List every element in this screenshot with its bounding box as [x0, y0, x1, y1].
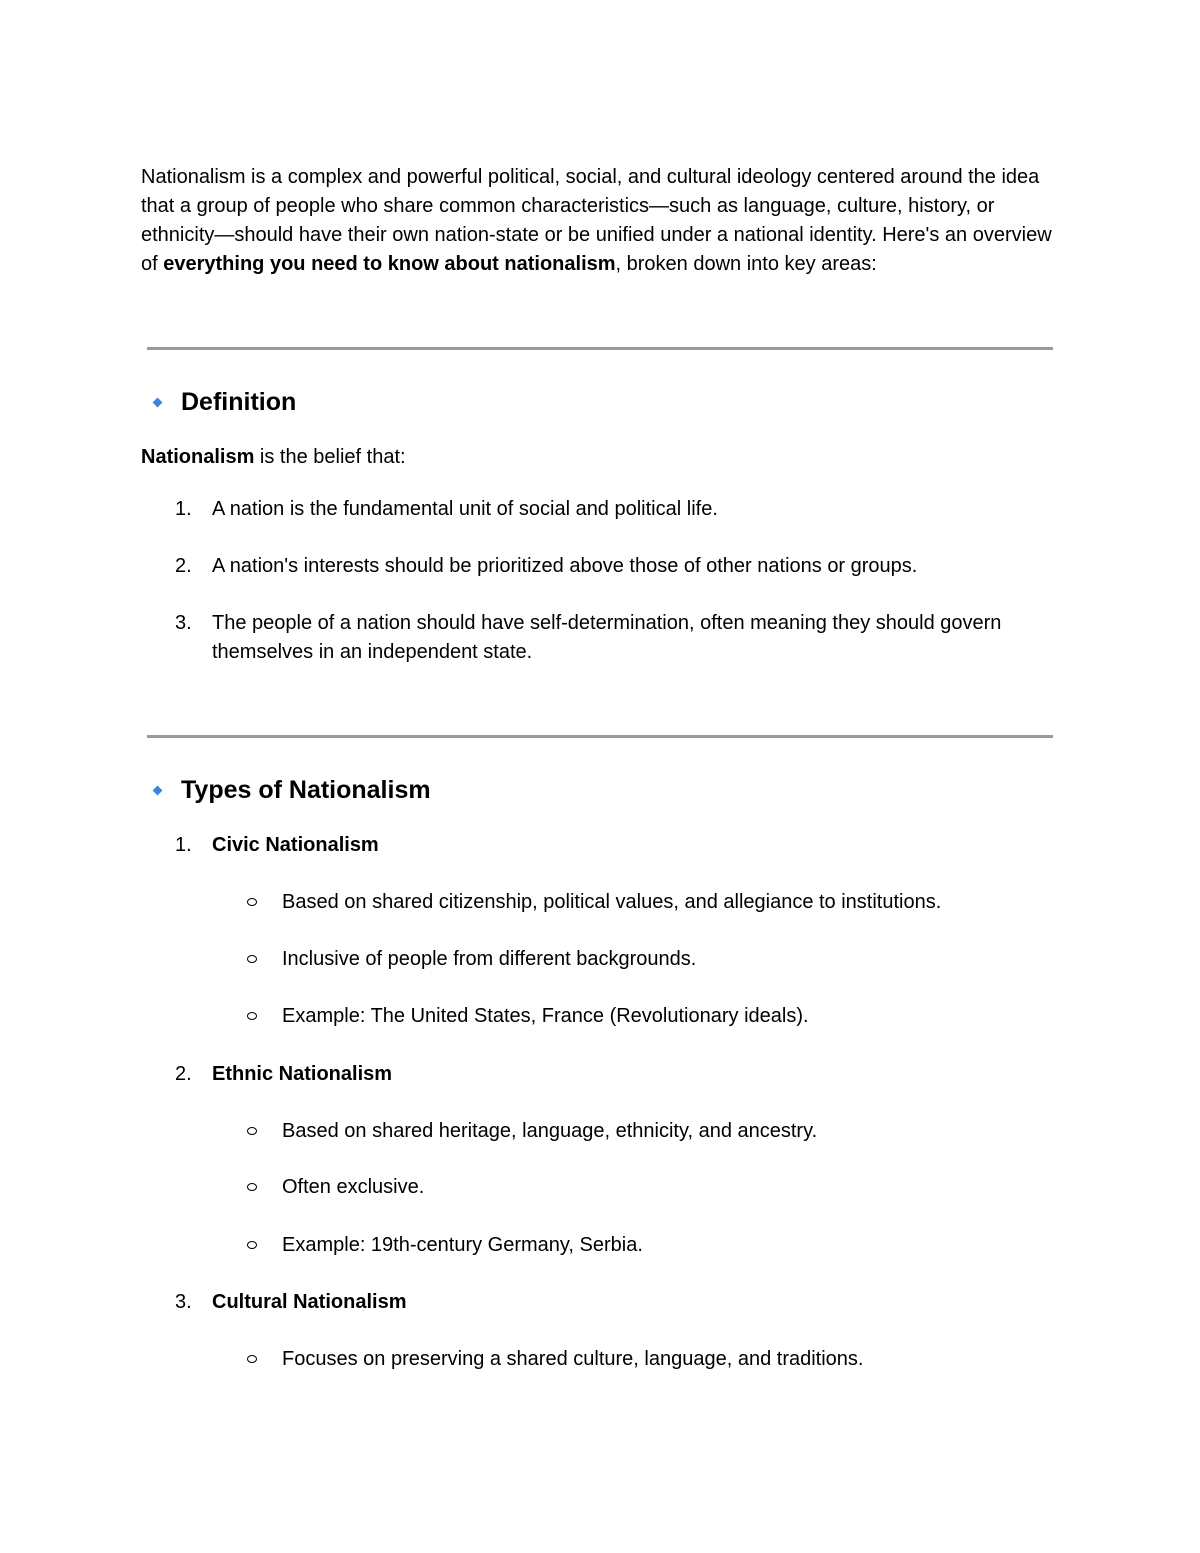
circle-bullet-icon	[247, 1183, 257, 1191]
intro-text-after: , broken down into key areas:	[615, 253, 877, 275]
intro-bold-text: everything you need to know about nationalism	[163, 253, 616, 275]
intro-paragraph	[141, 163, 1061, 279]
intro-text-before: Nationalism is a complex and powerful political, social, and cultural ideology centered around the idea that a group of people who share common characteristics—such as language, culture, history, or ethnicity—should have their own nation-state or be unified under a national identity. Here's an overview of	[141, 166, 1052, 275]
list-text: A nation is the fundamental unit of social and political life.	[212, 498, 718, 520]
circle-bullet-icon	[247, 898, 257, 906]
list-number: 3.	[175, 1291, 192, 1313]
sub-list-text: Often exclusive.	[282, 1176, 425, 1198]
circle-bullet-icon	[247, 1127, 257, 1135]
sub-list-text: Focuses on preserving a shared culture, language, and traditions.	[282, 1348, 864, 1370]
heading-text: Types of Nationalism	[181, 776, 431, 804]
definition-lead-bold: Nationalism	[141, 446, 255, 468]
sub-list-text: Example: The United States, France (Revolutionary ideals).	[282, 1005, 809, 1027]
section-heading-types	[151, 774, 431, 806]
heading-text: Definition	[181, 388, 297, 416]
circle-bullet-icon	[247, 1012, 257, 1020]
list-number: 1.	[175, 834, 192, 856]
list-number: 2.	[175, 1063, 192, 1085]
horizontal-rule	[147, 347, 1053, 350]
type-title: Cultural Nationalism	[212, 1291, 407, 1313]
sub-list-text: Based on shared heritage, language, ethnicity, and ancestry.	[282, 1120, 818, 1142]
section-heading-definition	[151, 386, 296, 418]
type-title: Ethnic Nationalism	[212, 1063, 393, 1085]
circle-bullet-icon	[247, 1355, 257, 1363]
definition-lead	[141, 443, 406, 472]
horizontal-rule	[147, 735, 1053, 738]
list-number: 3.	[175, 612, 192, 634]
sub-list-text: Based on shared citizenship, political values, and allegiance to institutions.	[282, 891, 942, 913]
list-text: A nation's interests should be prioritized above those of other nations or groups.	[212, 555, 918, 577]
circle-bullet-icon	[247, 955, 257, 963]
list-number: 1.	[175, 498, 192, 520]
sub-list-text: Inclusive of people from different backgrounds.	[282, 948, 697, 970]
sub-list-text: Example: 19th-century Germany, Serbia.	[282, 1234, 643, 1256]
type-title: Civic Nationalism	[212, 834, 379, 856]
list-text: The people of a nation should have self-determination, often meaning they should govern themselves in an independent state.	[212, 612, 1002, 663]
list-number: 2.	[175, 555, 192, 577]
circle-bullet-icon	[247, 1241, 257, 1249]
diamond-bullet-icon	[153, 785, 163, 795]
document-page	[141, 0, 1061, 1553]
definition-lead-rest: is the belief that:	[254, 446, 406, 468]
diamond-bullet-icon	[153, 397, 163, 407]
